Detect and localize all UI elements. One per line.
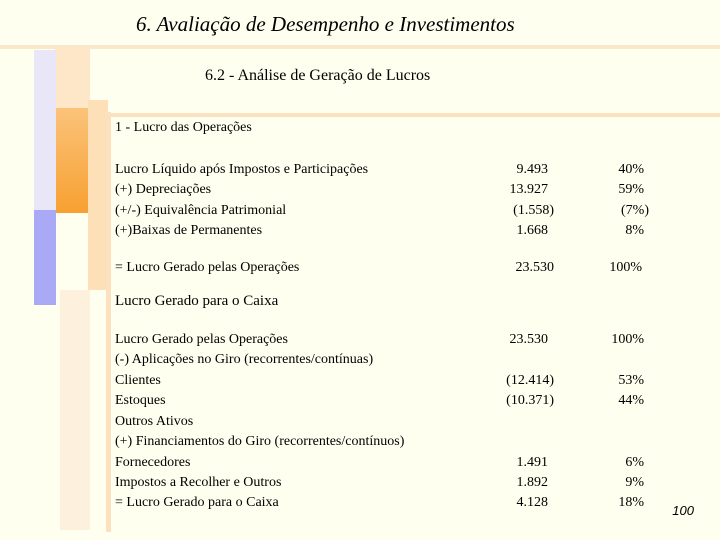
row-value: 1.668 <box>516 223 548 238</box>
row-label: Outros Ativos <box>115 414 194 429</box>
table-row <box>0 475 720 495</box>
row-percent: 40% <box>618 162 644 177</box>
row-percent: (7%) <box>621 203 649 218</box>
total-label: = Lucro Gerado para o Caixa <box>115 495 279 510</box>
row-percent: 6% <box>625 455 644 470</box>
table-row <box>0 162 720 182</box>
page-title: 6. Avaliação de Desempenho e Investimentos <box>136 12 515 36</box>
table-row <box>0 414 720 434</box>
page-number: 100 <box>672 503 694 518</box>
table-row <box>0 352 720 372</box>
page-subtitle: 6.2 - Análise de Geração de Lucros <box>205 67 431 84</box>
total-row <box>0 260 720 280</box>
row-value: 1.491 <box>516 455 548 470</box>
table-row <box>0 373 720 393</box>
row-label: Impostos a Recolher e Outros <box>115 475 282 490</box>
row-label: Fornecedores <box>115 455 191 470</box>
total-percent: 18% <box>618 495 644 510</box>
row-label: (-) Aplicações no Giro (recorrentes/contínuas) <box>115 352 374 367</box>
row-label: (+/-) Equivalência Patrimonial <box>115 203 287 218</box>
row-percent: 100% <box>611 332 644 347</box>
row-label: Estoques <box>115 393 166 408</box>
row-value: 1.892 <box>516 475 548 490</box>
row-percent: 9% <box>625 475 644 490</box>
table-row <box>0 434 720 454</box>
table-row <box>0 182 720 202</box>
row-percent: 44% <box>618 393 644 408</box>
row-label: Clientes <box>115 373 161 388</box>
row-percent: 53% <box>618 373 644 388</box>
deco-line-mid <box>105 113 720 117</box>
total-value: 4.128 <box>516 495 548 510</box>
row-label: (+)Baixas de Permanentes <box>115 223 263 238</box>
row-label: (+) Financiamentos do Giro (recorrentes/contínuos) <box>115 434 405 449</box>
table-row <box>0 332 720 352</box>
table-row <box>0 223 720 243</box>
row-value: 9.493 <box>516 162 548 177</box>
row-label: (+) Depreciações <box>115 182 212 197</box>
row-value: (12.414) <box>506 373 554 388</box>
section1-heading: 1 - Lucro das Operações <box>115 120 252 135</box>
total-value: 23.530 <box>515 260 554 275</box>
total-label: = Lucro Gerado pelas Operações <box>115 260 300 275</box>
deco-bar-peach-top <box>55 48 90 108</box>
row-label: Lucro Gerado pelas Operações <box>115 332 288 347</box>
row-percent: 59% <box>618 182 644 197</box>
section2-heading: Lucro Gerado para o Caixa <box>115 293 279 309</box>
table-row <box>0 203 720 223</box>
row-value: 13.927 <box>509 182 548 197</box>
row-percent: 8% <box>625 223 644 238</box>
table-row <box>0 393 720 413</box>
row-value: (10.371) <box>506 393 554 408</box>
total-row <box>0 495 720 515</box>
row-label: Lucro Líquido após Impostos e Participações <box>115 162 369 177</box>
row-value: 23.530 <box>509 332 548 347</box>
total-percent: 100% <box>609 260 642 275</box>
row-value: (1.558) <box>513 203 554 218</box>
table-row <box>0 455 720 475</box>
deco-line-top <box>0 45 720 49</box>
